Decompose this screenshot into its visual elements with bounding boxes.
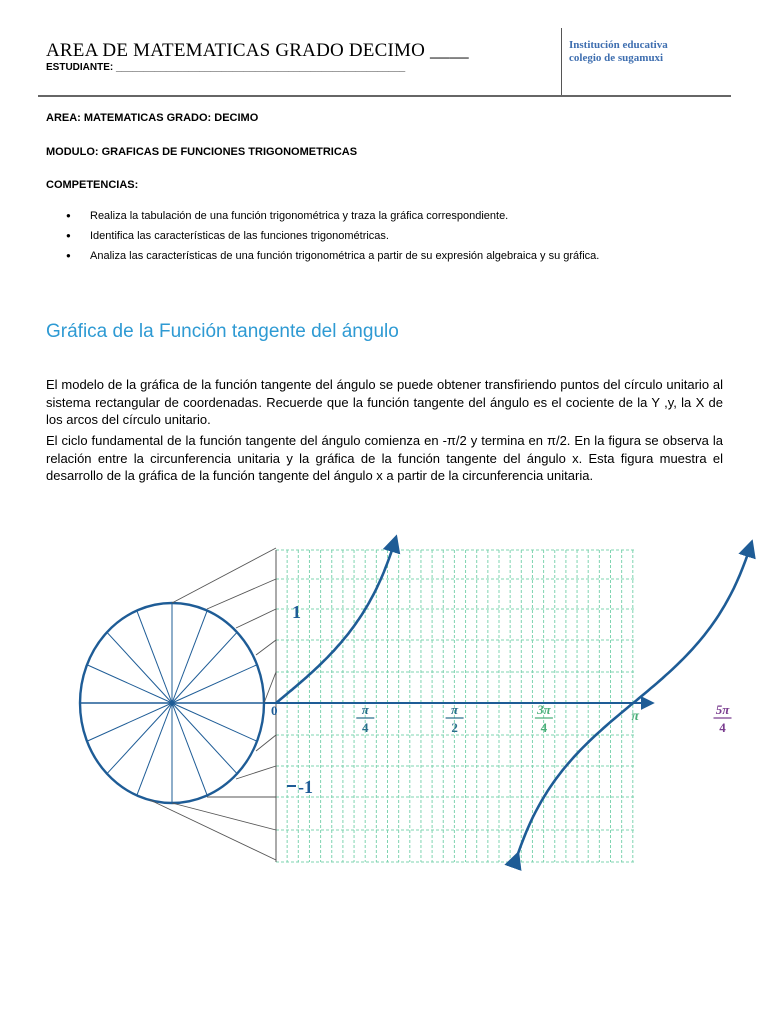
projection-line [172, 803, 276, 830]
tangent-branch-2 [518, 543, 752, 855]
x-tick-denominator: 4 [719, 720, 726, 735]
competencias-label: COMPETENCIAS: [46, 179, 139, 191]
circle-spoke [107, 703, 172, 774]
section-title: Gráfica de la Función tangente del ángulo [46, 321, 399, 342]
x-tick-numerator: 5π [715, 702, 730, 717]
document-title: AREA DE MATEMATICAS GRADO DECIMO ____ [46, 40, 469, 61]
competencia-item: ● Analiza las características de una función trigonométrica a partir de su expresión algebraica y su gráfica. [66, 249, 706, 263]
circle-spoke [172, 703, 237, 774]
competencia-item: ● Identifica las características de las funciones trigonométricas. [66, 229, 706, 243]
x-tick-denominator: 4 [540, 720, 548, 735]
projection-line [150, 800, 276, 860]
projection-line [207, 579, 276, 609]
circle-spoke [107, 632, 172, 703]
student-field: ESTUDIANTE: ____________________________________________________ [46, 62, 406, 73]
x-tick-denominator: 4 [362, 720, 369, 735]
tangent-curves [276, 538, 768, 859]
x-tick-label: π [631, 709, 640, 724]
projection-line [256, 640, 276, 655]
institution-line-1: Institución educativa [569, 39, 668, 51]
projection-line [264, 672, 276, 703]
x-tick-numerator: 3π [537, 702, 551, 717]
paragraph-1: El modelo de la gráfica de la función tangente del ángulo se puede obtener transfiriendo puntos del círculo unitario al sistema rectangular de coordenadas. Recuerde que la función tangente del ángulo es el cociente de la Y ,y, la X de los arcos del círculo unitario. [46, 377, 723, 427]
module-line: MODULO: GRAFICAS DE FUNCIONES TRIGONOMETRICAS [46, 146, 358, 158]
origin-label: 0 [271, 703, 278, 718]
x-tick-denominator: 2 [451, 720, 458, 735]
axis-labels [271, 602, 768, 797]
projection-line [236, 609, 276, 628]
unit-circle [80, 603, 264, 803]
projection-lines [150, 548, 276, 862]
y-label-minus-one: -1 [298, 777, 313, 797]
competencia-item: ● Realiza la tabulación de una función trigonométrica y traza la gráfica correspondiente. [66, 209, 706, 223]
x-tick-numerator: π [451, 702, 459, 717]
projection-line [172, 548, 276, 603]
paragraph-2: El ciclo fundamental de la función tangente del ángulo comienza en -π/2 y termina en π/2. En la figura se observa la relación entre la circunferencia unitaria y la gráfica de la función tangente del ángulo x. Esta figura muestra el desarrollo de la gráfica de la función tangente del ángulo x a partir de la circunferencia unitaria. [46, 433, 723, 483]
circle-spoke [172, 632, 237, 703]
area-grade-line: AREA: MATEMATICAS GRADO: DECIMO [46, 112, 259, 124]
y-label-one: 1 [292, 602, 301, 622]
x-tick-numerator: π [361, 702, 369, 717]
institution-line-2: colegio de sugamuxi [569, 52, 664, 64]
